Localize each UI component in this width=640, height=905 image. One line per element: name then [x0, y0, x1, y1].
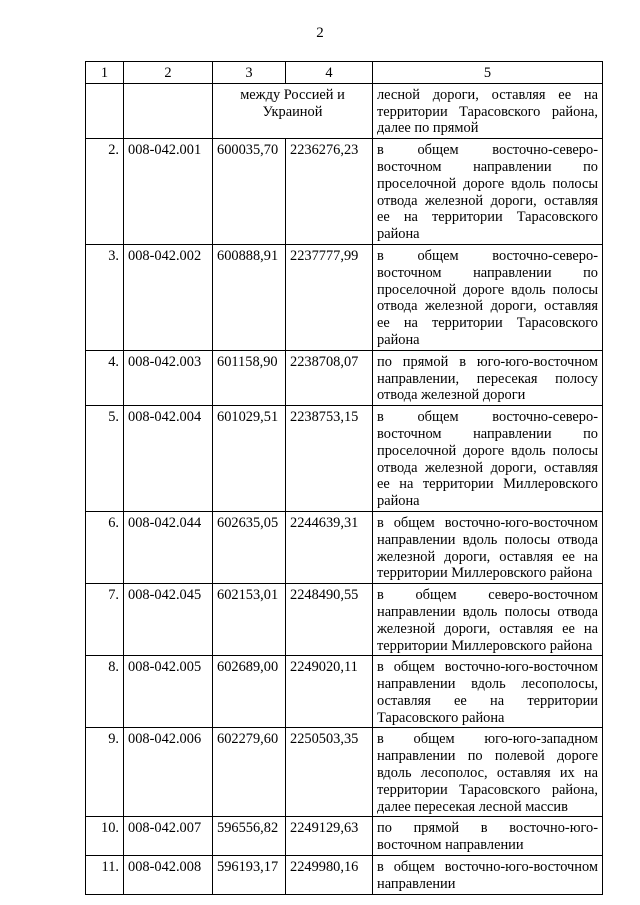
point-code-cell: 008-042.001	[124, 139, 213, 245]
coordinate-y-cell: 2249020,11	[286, 656, 373, 728]
page-number: 2	[316, 25, 324, 41]
route-description-cell: в общем восточно-северо-восточном направлении по проселочной дороге вдоль полосы отвода железной дороги, оставляя ее на территории Миллеровского района	[373, 406, 603, 512]
point-code-cell: 008-042.044	[124, 511, 213, 583]
table-row	[86, 584, 603, 656]
coordinate-y-cell: 2238753,15	[286, 406, 373, 512]
route-description-cell: лесной дороги, оставляя ее на территории Тарасовского района, далее по прямой	[373, 83, 603, 138]
route-description-cell: в общем восточно-юго-восточном направлении	[373, 856, 603, 895]
cell-empty	[124, 83, 213, 138]
route-description-cell: в общем восточно-северо-восточном направлении по проселочной дороге вдоль полосы отвода железной дороги, оставляя ее на территории Тарасовского района	[373, 139, 603, 245]
border-description-cell: между Россией и Украиной	[213, 83, 373, 138]
route-description-cell: в общем восточно-юго-восточном направлении вдоль полосы отвода железной дороги, оставляя ее на территории Миллеровского района	[373, 511, 603, 583]
coordinate-y-cell: 2248490,55	[286, 584, 373, 656]
table-row-continuation	[86, 83, 603, 138]
point-code-cell: 008-042.045	[124, 584, 213, 656]
coordinate-x-cell: 602279,60	[213, 728, 286, 817]
coordinate-x-cell: 600888,91	[213, 244, 286, 350]
route-description-cell: в общем юго-юго-западном направлении по полевой дороге вдоль лесополос, оставляя их на территории Тарасовского района, далее пересекая лесной массив	[373, 728, 603, 817]
cell-empty	[86, 83, 124, 138]
coordinate-y-cell: 2244639,31	[286, 511, 373, 583]
route-description-cell: в общем восточно-северо-восточном направлении по проселочной дороге вдоль полосы отвода железной дороги, оставляя ее на территории Тарасовского района	[373, 244, 603, 350]
point-code-cell: 008-042.003	[124, 350, 213, 405]
coordinate-y-cell: 2238708,07	[286, 350, 373, 405]
row-number-cell: 4.	[86, 350, 124, 405]
coordinate-y-cell: 2249129,63	[286, 817, 373, 856]
coordinate-y-cell: 2250503,35	[286, 728, 373, 817]
coordinate-x-cell: 602689,00	[213, 656, 286, 728]
row-number-cell: 5.	[86, 406, 124, 512]
table-row	[86, 511, 603, 583]
coordinate-x-cell: 601029,51	[213, 406, 286, 512]
coordinate-y-cell: 2237777,99	[286, 244, 373, 350]
table-row	[86, 244, 603, 350]
table-row	[86, 656, 603, 728]
route-description-cell: по прямой в восточно-юго-восточном направлении	[373, 817, 603, 856]
column-number-2: 2	[124, 62, 213, 84]
table-row	[86, 728, 603, 817]
row-number-cell: 6.	[86, 511, 124, 583]
row-number-cell: 7.	[86, 584, 124, 656]
route-description-cell: в общем восточно-юго-восточном направлении вдоль лесополосы, оставляя ее на территории Тарасовского района	[373, 656, 603, 728]
coordinate-x-cell: 596556,82	[213, 817, 286, 856]
table-row	[86, 350, 603, 405]
column-number-1: 1	[86, 62, 124, 84]
point-code-cell: 008-042.006	[124, 728, 213, 817]
point-code-cell: 008-042.002	[124, 244, 213, 350]
point-code-cell: 008-042.007	[124, 817, 213, 856]
point-code-cell: 008-042.008	[124, 856, 213, 895]
table-row	[86, 817, 603, 856]
column-number-5: 5	[373, 62, 603, 84]
table-row	[86, 406, 603, 512]
coordinate-y-cell: 2249980,16	[286, 856, 373, 895]
row-number-cell: 2.	[86, 139, 124, 245]
coordinate-x-cell: 600035,70	[213, 139, 286, 245]
coordinate-y-cell: 2236276,23	[286, 139, 373, 245]
row-number-cell: 8.	[86, 656, 124, 728]
row-number-cell: 10.	[86, 817, 124, 856]
coordinate-x-cell: 602153,01	[213, 584, 286, 656]
row-number-cell: 11.	[86, 856, 124, 895]
table-row	[86, 856, 603, 895]
route-description-cell: по прямой в юго-юго-восточном направлении, пересекая полосу отвода железной дороги	[373, 350, 603, 405]
boundary-points-table	[85, 61, 603, 895]
row-number-cell: 3.	[86, 244, 124, 350]
row-number-cell: 9.	[86, 728, 124, 817]
route-description-cell: в общем северо-восточном направлении вдоль полосы отвода железной дороги, оставляя ее на территории Миллеровского района	[373, 584, 603, 656]
column-number-4: 4	[286, 62, 373, 84]
point-code-cell: 008-042.004	[124, 406, 213, 512]
point-code-cell: 008-042.005	[124, 656, 213, 728]
column-number-3: 3	[213, 62, 286, 84]
coordinate-x-cell: 601158,90	[213, 350, 286, 405]
table-row	[86, 139, 603, 245]
coordinate-x-cell: 596193,17	[213, 856, 286, 895]
coordinate-x-cell: 602635,05	[213, 511, 286, 583]
table-header-row	[86, 62, 603, 84]
